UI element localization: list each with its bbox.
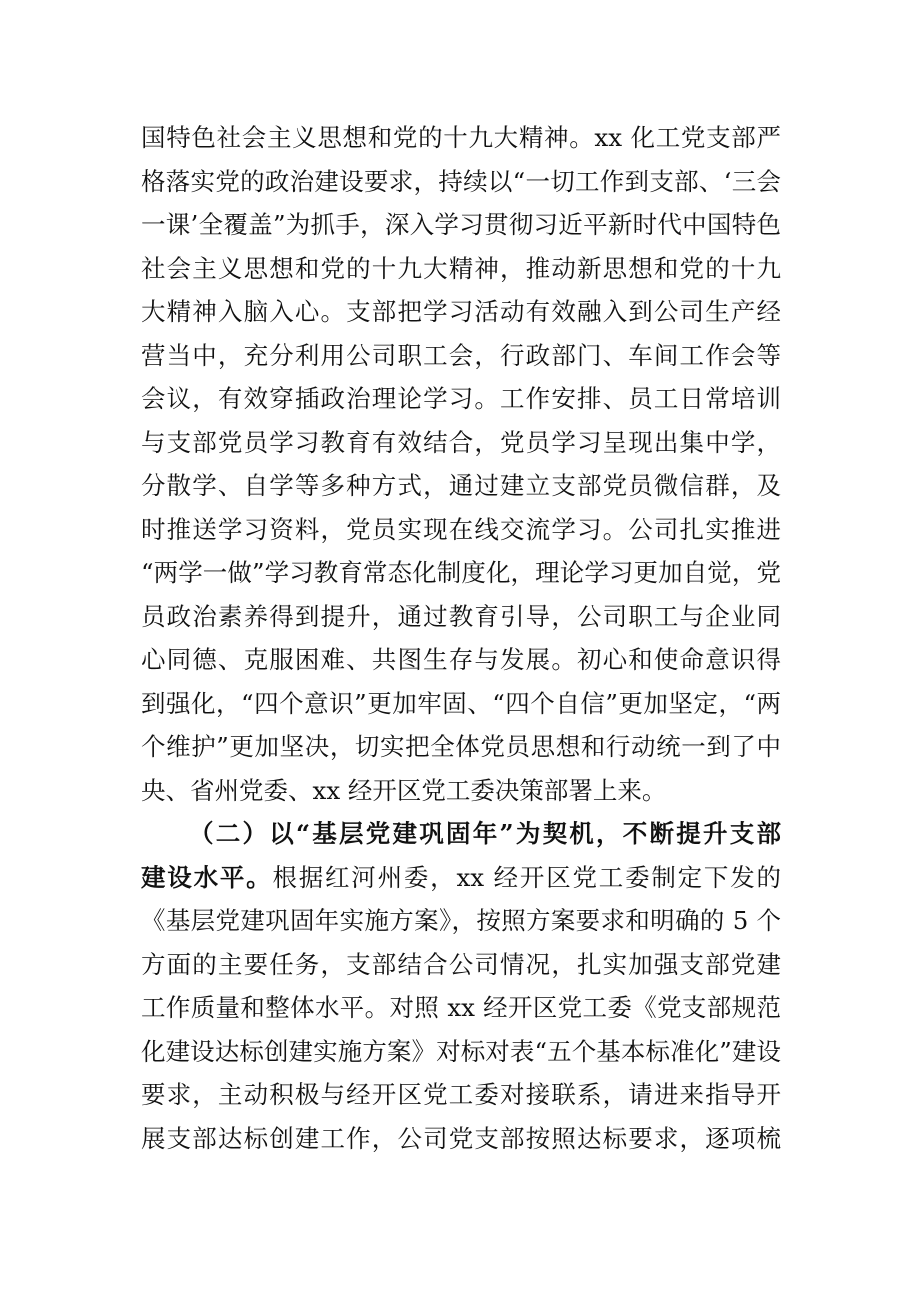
text-line: 工作质量和整体水平。对照 xx 经开区党工委《党支部规范: [141, 993, 781, 1022]
text-line: 《基层党建巩固年实施方案》，按照方案要求和明确的 5 个: [141, 906, 781, 935]
text-line: 展支部达标创建工作，公司党支部按照达标要求，逐项梳: [141, 1123, 781, 1153]
text-line: 格落实党的政治建设要求，持续以“一切工作到支部、‘三会: [141, 166, 781, 196]
text-line: “两学一做”学习教育常态化制度化，理论学习更加自觉，党: [141, 558, 781, 587]
text-line: 社会主义思想和党的十九大精神，推动新思想和党的十九: [141, 253, 781, 283]
text-line: 会议，有效穿插政治理论学习。工作安排、员工日常培训: [141, 384, 781, 413]
text-line: 个维护”更加坚决，切实把全体党员思想和行动统一到了中: [141, 732, 781, 761]
text-line: 员政治素养得到提升，通过教育引导，公司职工与企业同: [141, 601, 781, 631]
text-line: 一课’全覆盖”为抓手，深入学习贯彻习近平新时代中国特色: [141, 210, 781, 239]
section-heading: （二）以“基层党建巩固年”为契机，不断提升支部: [189, 819, 781, 848]
section-heading-continuation: 建设水平。: [141, 862, 273, 892]
body-paragraph-1: [141, 116, 781, 812]
text-line: [141, 856, 781, 900]
text-line: 与支部党员学习教育有效结合，党员学习呈现出集中学，: [141, 427, 781, 457]
text-line: 要求，主动积极与经开区党工委对接联系，请进来指导开: [141, 1080, 781, 1109]
text-line: 大精神入脑入心。支部把学习活动有效融入到公司生产经: [141, 297, 781, 326]
text-line: 到强化，“四个意识”更加牢固、“四个自信”更加坚定，“两: [141, 688, 781, 718]
text-line: 央、省州党委、xx 经开区党工委决策部署上来。: [141, 775, 667, 805]
text-line: 化建设达标创建实施方案》对标对表“五个基本标准化”建设: [141, 1036, 781, 1066]
text-line: 营当中，充分利用公司职工会，行政部门、车间工作会等: [141, 340, 781, 370]
text-line: 心同德、克服困难、共图生存与发展。初心和使命意识得: [141, 645, 781, 674]
text-line: 时推送学习资料，党员实现在线交流学习。公司扎实推进: [141, 514, 781, 544]
text-line-rest: 根据红河州委，xx 经开区党工委制定下发的: [272, 862, 782, 892]
body-paragraph-2: [141, 812, 781, 1160]
text-line: 分散学、自学等多种方式，通过建立支部党员微信群，及: [141, 471, 781, 500]
text-line: 国特色社会主义思想和党的十九大精神。xx 化工党支部严: [141, 123, 781, 152]
text-line: 方面的主要任务，支部结合公司情况，扎实加强支部党建: [141, 949, 781, 979]
